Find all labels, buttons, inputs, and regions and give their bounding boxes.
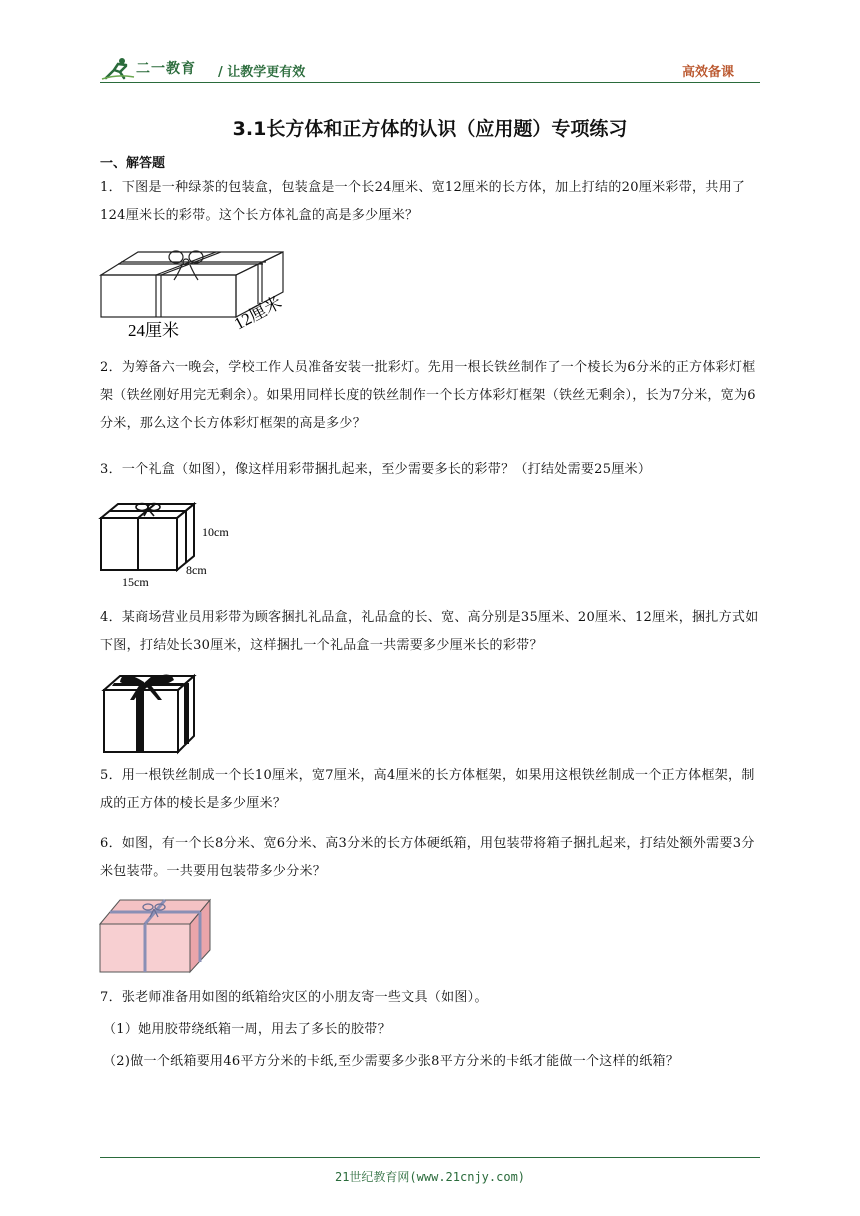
page-title: 3.1长方体和正方体的认识（应用题）专项练习 xyxy=(232,118,628,140)
fig3-width-label: 8cm xyxy=(186,563,207,577)
gift-box-figure-15-8-10 xyxy=(98,498,248,590)
question-3: 3．一个礼盒（如图），像这样用彩带捆扎起来，至少需要多长的彩带？（打结处需要25厘米） xyxy=(100,462,652,477)
page-header xyxy=(100,58,760,80)
question-7: 7．张老师准备用如图的纸箱给灾区的小朋友寄一些文具（如图）。 xyxy=(100,990,488,1005)
logo xyxy=(100,56,210,80)
fig3-length-label: 15cm xyxy=(122,575,149,589)
fig1-width-label: 12厘米 xyxy=(230,292,285,334)
page-footer: 21世纪教育网(www.21cnjy.com) xyxy=(334,1170,526,1184)
slogan: / 让教学更有效 xyxy=(218,65,306,80)
section-heading: 一、解答题 xyxy=(100,156,166,171)
question-7-part-2: （2)做一个纸箱要用46平方分米的卡纸,至少需要多少张8平方分米的卡纸才能做一个这样的纸箱？ xyxy=(103,1054,680,1069)
logo-text: 二一教育 xyxy=(136,61,196,77)
footer-divider xyxy=(100,1157,760,1158)
question-1: 1．下图是一种绿茶的包装盒，包装盒是一个长24厘米、宽12厘米的长方体，加上打结的20厘米彩带，共用了124厘米长的彩带。这个长方体礼盒的高是多少厘米？ xyxy=(100,180,746,223)
question-2: 2．为筹备六一晚会，学校工作人员准备安装一批彩灯。先用一根长铁丝制作了一个棱长为6分米的正方体彩灯框架（铁丝刚好用完无剩余）。如果用同样长度的铁丝制作一个长方体彩灯框架（铁丝无剩余），长为7分米，宽为6分米，那么这个长方体彩灯框架的高是多少？ xyxy=(100,360,756,431)
fig3-height-label: 10cm xyxy=(202,525,229,539)
question-4: 4．某商场营业员用彩带为顾客捆扎礼品盒，礼品盒的长、宽、高分别是35厘米、20厘米、12厘米，捆扎方式如下图，打结处长30厘米，这样捆扎一个礼品盒一共需要多少厘米长的彩带？ xyxy=(100,610,759,653)
fig1-length-label: 24厘米 xyxy=(128,321,179,340)
question-6: 6．如图，有一个长8分米、宽6分米、高3分米的长方体硬纸箱，用包装带将箱子捆扎起来，打结处额外需要3分米包装带。一共要用包装带多少分米？ xyxy=(100,836,755,879)
tea-box-figure xyxy=(98,240,308,346)
header-divider xyxy=(100,82,760,83)
header-right-label: 高效备课 xyxy=(681,65,734,80)
pink-box-figure xyxy=(98,896,214,976)
question-7-part-1: （1）她用胶带绕纸箱一周，用去了多长的胶带？ xyxy=(103,1022,391,1037)
gift-box-figure-bow xyxy=(100,666,200,758)
question-5: 5．用一根铁丝制成一个长10厘米，宽7厘米，高4厘米的长方体框架，如果用这根铁丝制成一个正方体框架，制成的正方体的棱长是多少厘米？ xyxy=(100,768,755,811)
runner-icon xyxy=(100,56,136,80)
